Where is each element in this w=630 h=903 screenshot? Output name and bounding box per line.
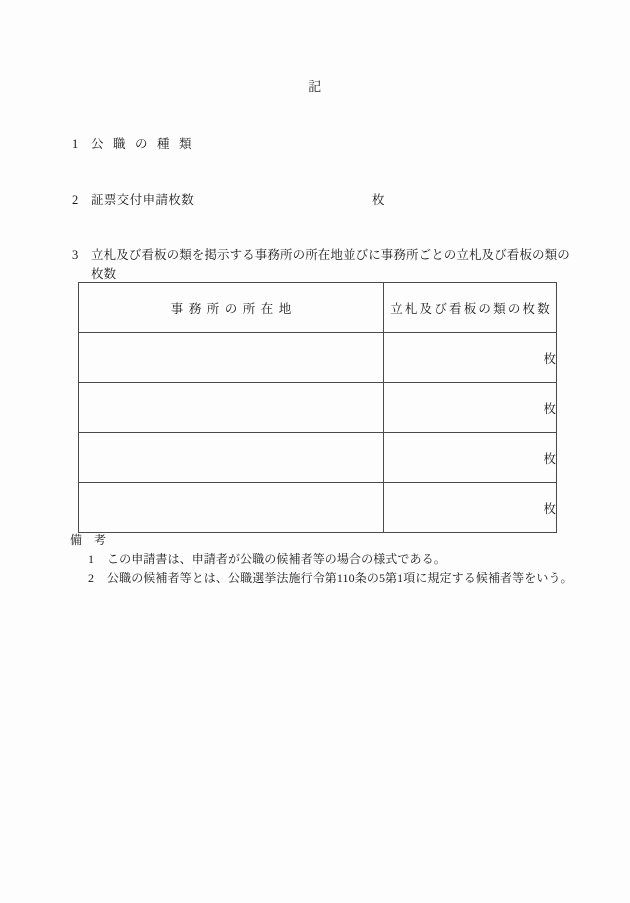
- remarks-section: [70, 531, 573, 588]
- form-item-2: [72, 191, 194, 210]
- form-item-3: [72, 246, 572, 284]
- form-item-3-label-line1: 立札及び看板の類を掲示する事務所の所在地並びに事務所ごとの立札及び看板の類の: [91, 248, 570, 262]
- form-item-3-label-line2: 枚数: [91, 267, 117, 281]
- table-header-address: 事務所の所在地: [79, 283, 384, 333]
- table-cell-count-unit[interactable]: 枚: [384, 433, 557, 483]
- table-row: [79, 383, 557, 433]
- form-item-2-number: 2: [72, 193, 79, 207]
- remark-note-1-text: この申請書は、申請者が公職の候補者等の場合の様式である。: [107, 552, 446, 566]
- remark-note-2-number: 2: [88, 571, 95, 585]
- table-header-count: 立札及び看板の類の枚数: [384, 283, 557, 333]
- table-cell-address[interactable]: [79, 433, 384, 483]
- document-heading: 記: [308, 79, 322, 94]
- form-item-2-label: 証票交付申請枚数: [91, 193, 195, 207]
- remarks-title: 備 考: [70, 533, 107, 547]
- table-cell-count-unit[interactable]: 枚: [384, 383, 557, 433]
- remark-note-2: [70, 569, 573, 588]
- form-item-1-label: 公職の種類: [91, 137, 202, 151]
- form-item-3-line1: [72, 246, 572, 265]
- form-item-1-number: 1: [72, 137, 79, 151]
- remark-note-2-text: 公職の候補者等とは、公職選挙法施行令第110条の5第1項に規定する候補者等をいう。: [107, 571, 573, 585]
- form-item-1: [72, 135, 201, 154]
- office-locations-table: [78, 282, 557, 533]
- form-item-3-number: 3: [72, 248, 79, 262]
- table-cell-count-unit[interactable]: 枚: [384, 483, 557, 533]
- table-row: [79, 483, 557, 533]
- table-row: [79, 433, 557, 483]
- table-cell-address[interactable]: [79, 483, 384, 533]
- remark-note-1-number: 1: [88, 552, 95, 566]
- table-cell-address[interactable]: [79, 383, 384, 433]
- table-cell-count-unit[interactable]: 枚: [384, 333, 557, 383]
- table-row: [79, 333, 557, 383]
- form-item-2-unit: 枚: [372, 193, 385, 207]
- table-header-row: [79, 283, 557, 333]
- remark-note-1: [70, 550, 573, 569]
- table-cell-address[interactable]: [79, 333, 384, 383]
